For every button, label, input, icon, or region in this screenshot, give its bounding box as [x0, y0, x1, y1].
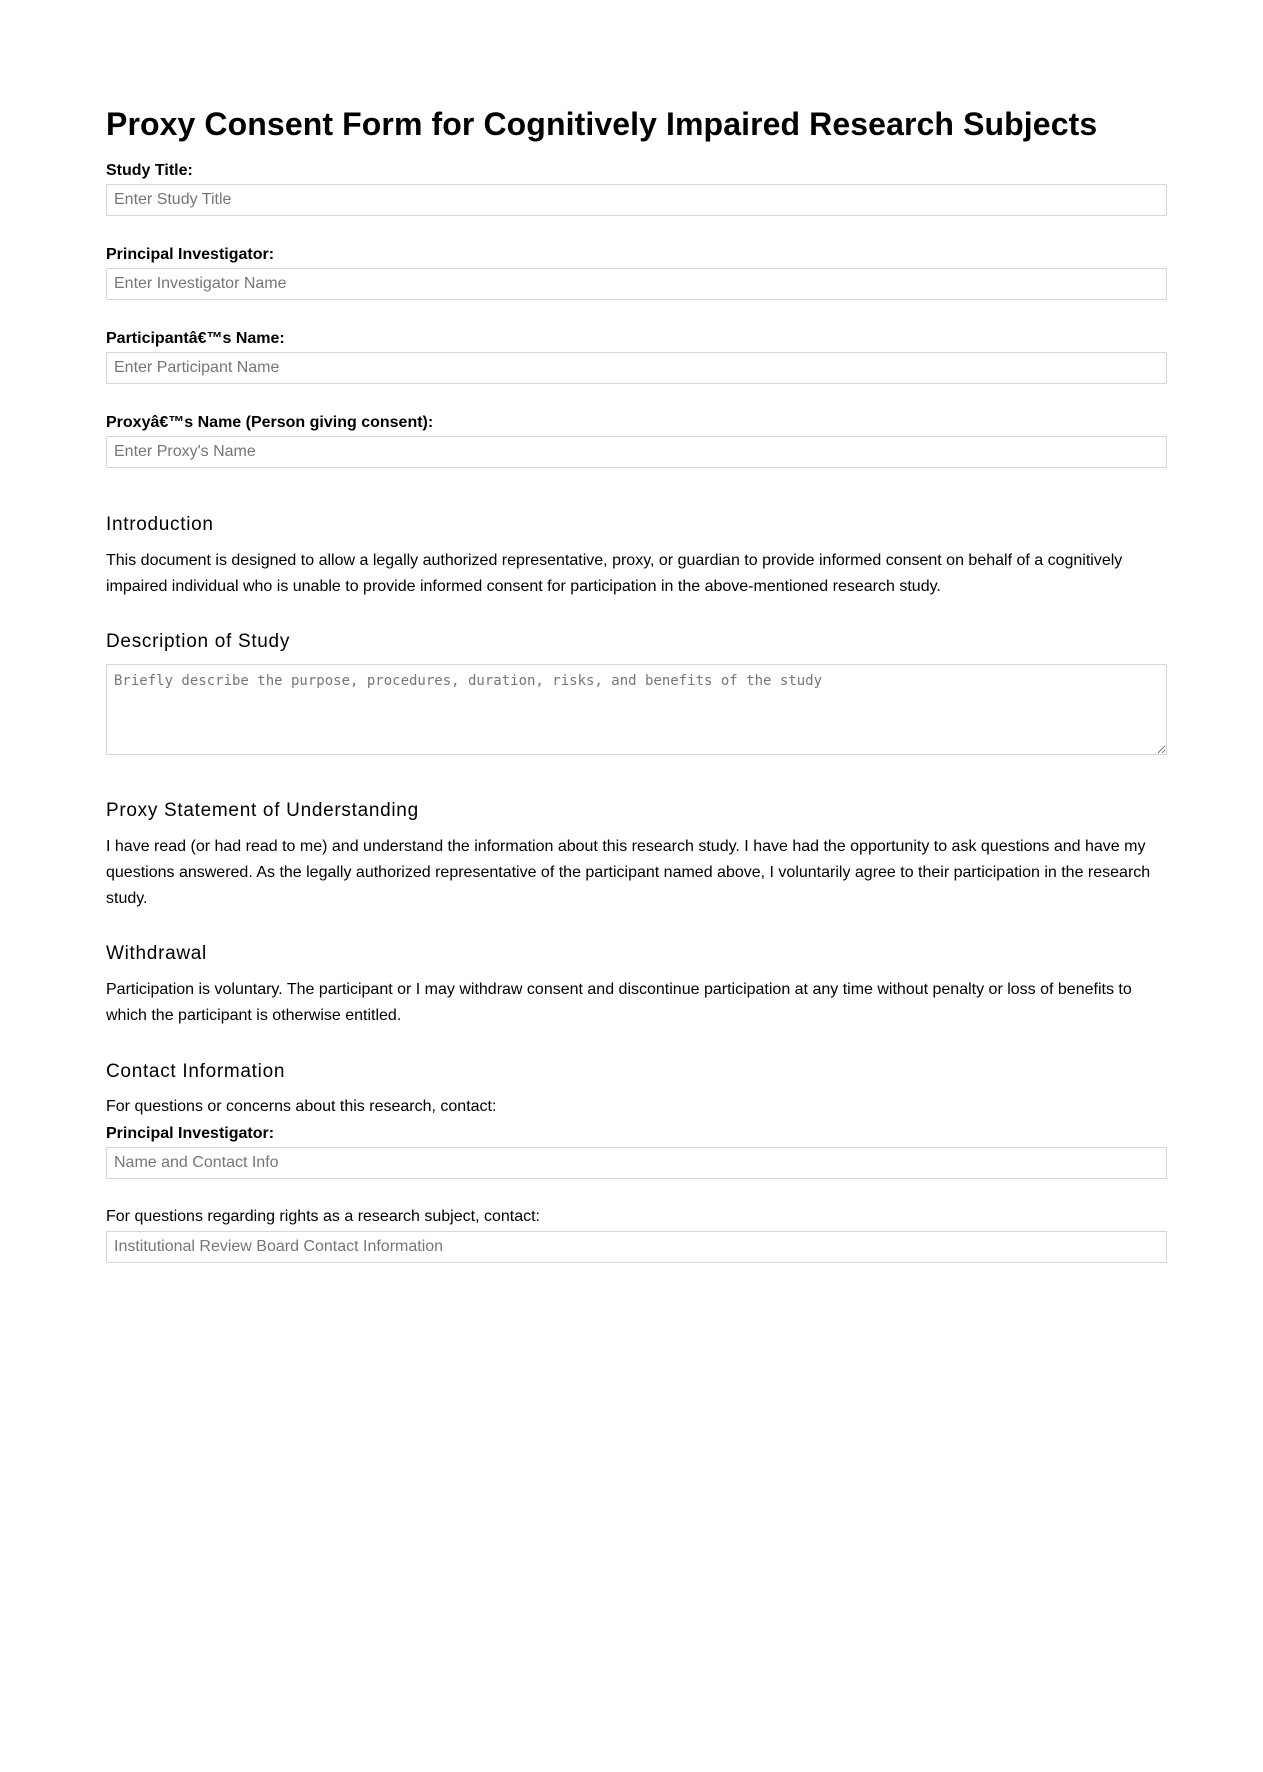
- description-heading: Description of Study: [106, 631, 291, 652]
- contact-intro-text: For questions or concerns about this research, contact:: [106, 1098, 497, 1115]
- study-title-input[interactable]: [106, 184, 1167, 216]
- withdrawal-text: Participation is voluntary. The participant or I may withdraw consent and discontinue participation at any time without penalty or loss of benefits to which the participant is otherwise entitled.: [106, 981, 1132, 1024]
- contact-heading: Contact Information: [106, 1061, 286, 1082]
- statement-text: I have read (or had read to me) and understand the information about this research study. I have had the opportunity to ask questions and have my questions answered. As the legally authorized representative of the participant named above, I voluntarily agree to their participation in the research study.: [106, 838, 1151, 907]
- study-description-textarea[interactable]: [106, 664, 1167, 755]
- study-title-label: Study Title:: [106, 162, 193, 179]
- contact-pi-label: Principal Investigator:: [106, 1125, 275, 1142]
- contact-pi-input[interactable]: [106, 1147, 1167, 1179]
- statement-heading: Proxy Statement of Understanding: [106, 800, 419, 821]
- withdrawal-heading: Withdrawal: [106, 943, 207, 964]
- rights-contact-text: For questions regarding rights as a research subject, contact:: [106, 1208, 540, 1225]
- participant-name-input[interactable]: [106, 352, 1167, 384]
- proxy-name-input[interactable]: [106, 436, 1167, 468]
- introduction-text: This document is designed to allow a legally authorized representative, proxy, or guardian to provide informed consent on behalf of a cognitively impaired individual who is unable to provide informed consent for participation in the above-mentioned research study.: [106, 552, 1123, 595]
- participant-name-label: Participantâ€™s Name:: [106, 330, 285, 347]
- principal-investigator-input[interactable]: [106, 268, 1167, 300]
- proxy-name-label: Proxyâ€™s Name (Person giving consent):: [106, 414, 434, 431]
- introduction-heading: Introduction: [106, 514, 214, 535]
- irb-contact-input[interactable]: [106, 1231, 1167, 1263]
- page-title: Proxy Consent Form for Cognitively Impaired Research Subjects: [106, 106, 1098, 142]
- principal-investigator-label: Principal Investigator:: [106, 246, 275, 263]
